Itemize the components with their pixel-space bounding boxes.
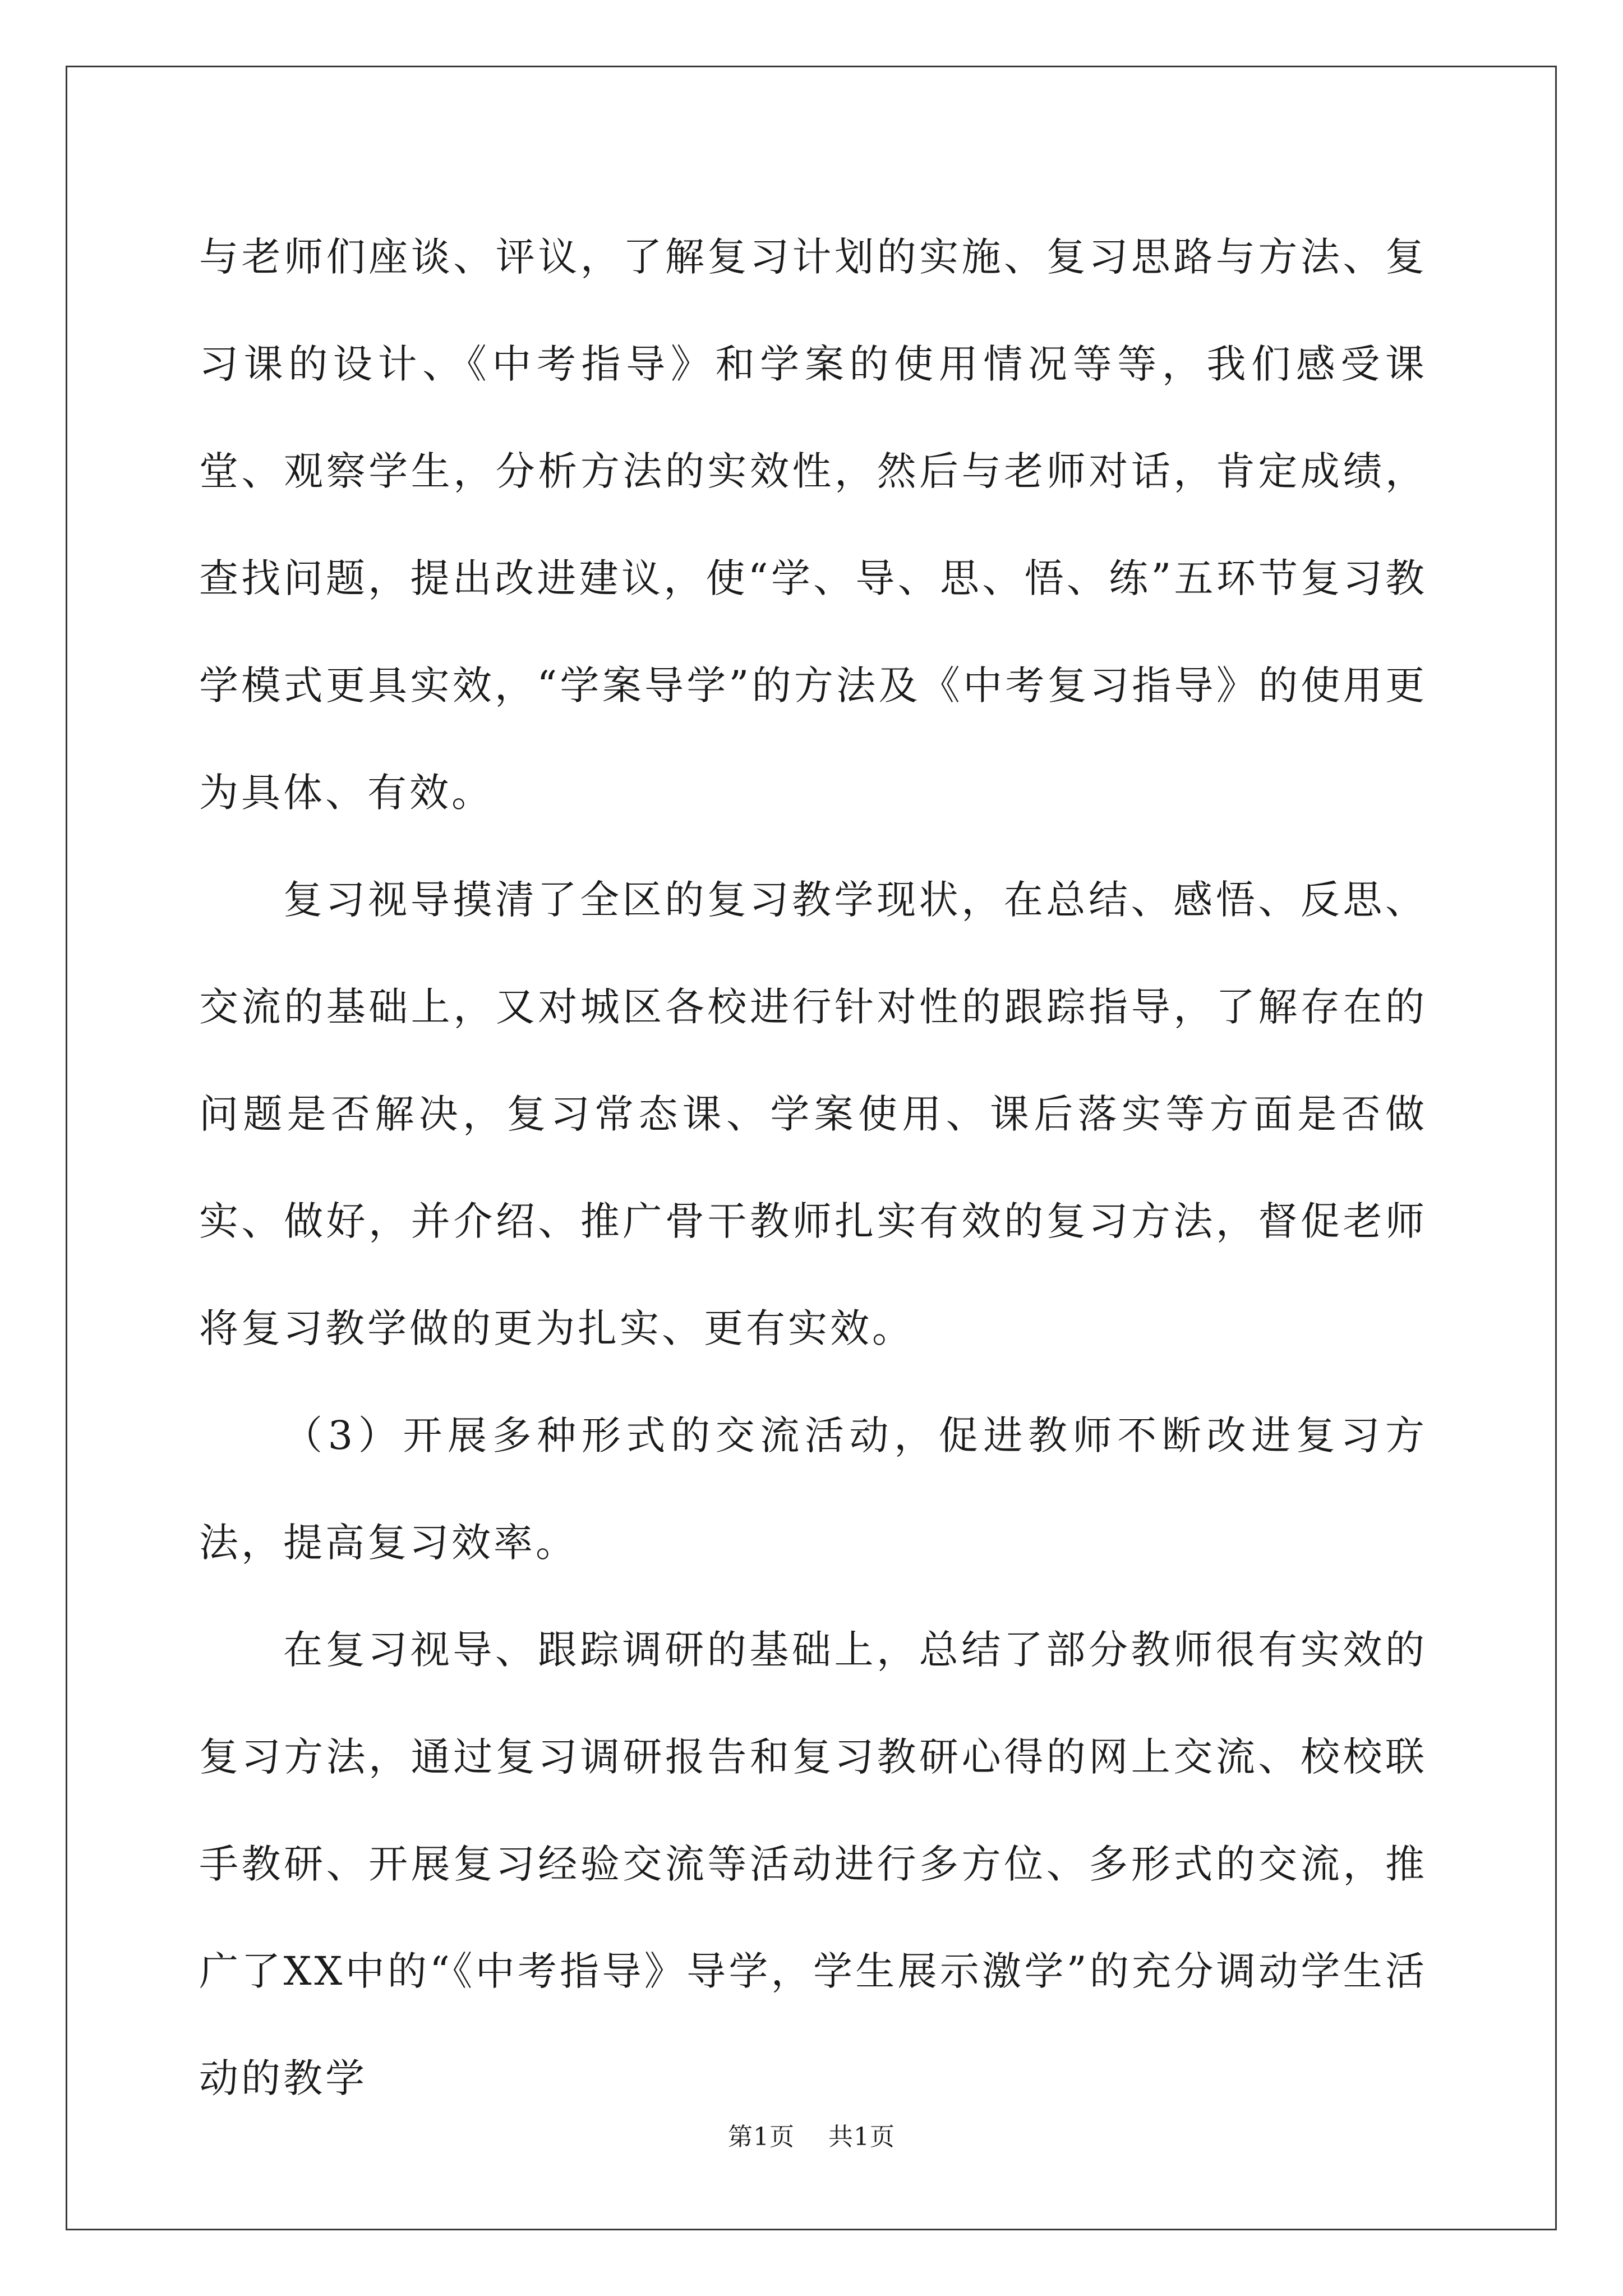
- paragraph-2: 复习视导摸清了全区的复习教学现状，在总结、感悟、反思、交流的基础上，又对城区各校进行针对性的跟踪指导，了解存在的问题是否解决，复习常态课、学案使用、课后落实等方面是否做实、做好，并介绍、推广骨干教师扎实有效的复习方法，督促老师将复习教学做的更为扎实、更有实效。: [199, 877, 1427, 1351]
- paragraph-4: 在复习视导、跟踪调研的基础上，总结了部分教师很有实效的复习方法，通过复习调研报告和复习教研心得的网上交流、校校联手教研、开展复习经验交流等活动进行多方位、多形式的交流，推广了XX中的“《中考指导》导学，学生展示激学”的充分调动学生活动的教学: [199, 1627, 1427, 2101]
- document-body: [199, 204, 1427, 2132]
- paragraph-1: 与老师们座谈、评议，了解复习计划的实施、复习思路与方法、复习课的设计、《中考指导》和学案的使用情况等等，我们感受课堂、观察学生，分析方法的实效性，然后与老师对话，肯定成绩，查找问题，提出改进建议，使“学、导、思、悟、练”五环节复习教学模式更具实效，“学案导学”的方法及《中考复习指导》的使用更为具体、有效。: [199, 234, 1427, 816]
- page-number: 第1页: [728, 2123, 795, 2151]
- page-total: 共1页: [828, 2123, 895, 2151]
- page-footer: [0, 2120, 1623, 2154]
- paragraph-3: （3）开展多种形式的交流活动，促进教师不断改进复习方法，提高复习效率。: [199, 1412, 1427, 1566]
